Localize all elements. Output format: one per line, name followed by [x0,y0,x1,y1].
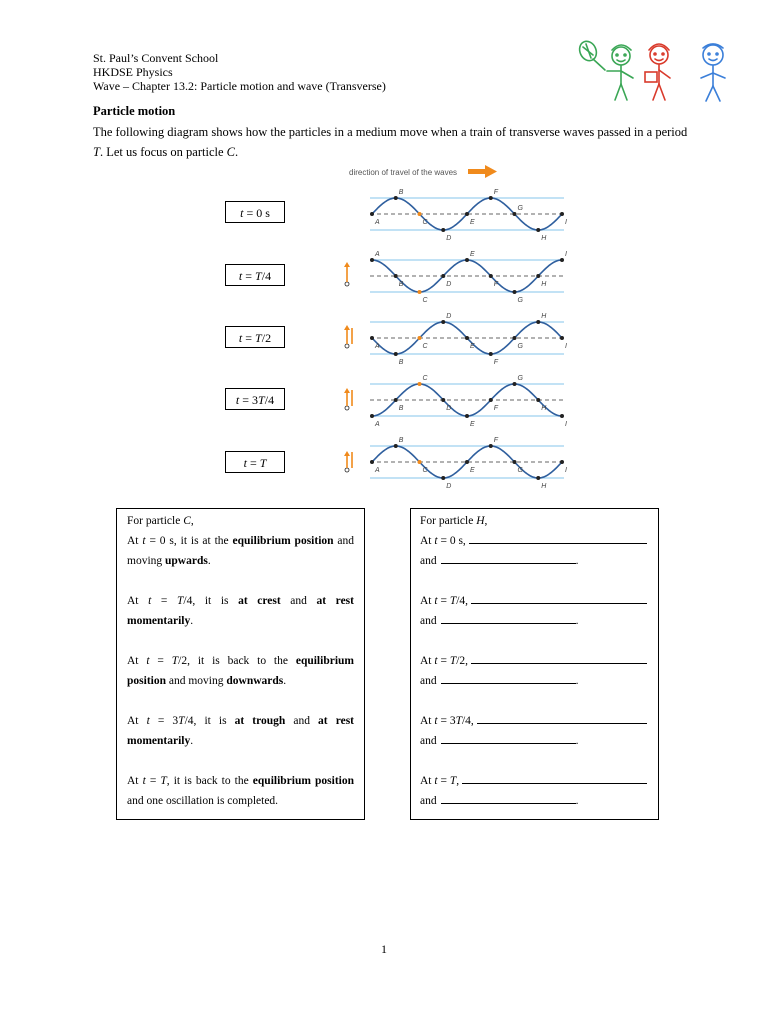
particle-dot-H [536,398,540,402]
box-h-title [420,511,649,531]
box-h-and-line [420,611,649,631]
particle-dot-C [418,382,422,386]
answer-blank[interactable] [441,611,576,624]
period-symbol: T [160,775,167,787]
answer-blank[interactable] [469,531,647,544]
particle-label-D: D [446,281,452,288]
period-symbol: T [255,331,262,345]
box-c-line [127,671,354,691]
text: . [575,615,579,627]
box-c-line: and one oscillation is completed. [127,795,279,807]
particle-dot-F [489,444,493,448]
particle-label-A: A [375,343,380,350]
particle-symbol: C [183,515,191,527]
answer-blank[interactable] [471,651,647,664]
time-symbol: t [238,269,243,283]
period-symbol: T [449,595,457,607]
text: /4, [456,595,471,607]
period-symbol: T [178,715,185,727]
text: At [420,715,435,727]
particle-dot-I [560,258,564,262]
particle-dot-G [513,336,517,340]
particle-label-C: C [422,343,428,350]
particle-label-B: B [398,189,404,196]
text: = 0 s, it is at the [145,535,233,547]
particle-dot-A [370,258,374,262]
period-symbol: T [171,655,179,667]
particle-dot-E [465,336,469,340]
school-name: St. Paul’s Convent School [93,51,219,65]
text: At [420,535,435,547]
text: and moving [166,675,227,687]
wave-diagram [335,160,585,490]
box-c-line [127,651,354,671]
text: . [575,675,579,687]
period-symbol: T [455,715,462,727]
particle-c-motion-icon [344,451,352,472]
particle-label-D: D [446,235,452,242]
text: = [437,595,450,607]
particle-dot-E [465,460,469,464]
time-symbol: t [148,595,152,607]
particle-label-E: E [470,219,475,226]
text: At [420,775,435,787]
box-h-and-line [420,731,649,751]
time-eq: = [242,269,256,283]
box-c-line [127,551,354,571]
answer-blank[interactable] [462,771,647,784]
text: /2, [456,655,471,667]
particle-symbol: H [476,515,485,527]
time-symbol: t [238,331,243,345]
text: /4, it is [183,595,239,607]
bold-text: momentarily [127,735,191,747]
answer-blank[interactable] [477,711,647,724]
particle-c-box [116,508,365,820]
text: /4, [461,715,477,727]
particle-dot-G [513,290,517,294]
text: = 3 [437,715,456,727]
box-c-line [127,771,354,791]
particle-dot-A [370,460,374,464]
text: At [420,595,435,607]
period-symbol: T [259,456,267,470]
particle-label-A: A [375,219,380,226]
particle-label-H: H [541,483,547,490]
box-h-time-line [420,591,649,611]
intro-particle-symbol: C [226,145,235,159]
time-box-three-quarter [225,388,285,410]
particle-dot-H [536,320,540,324]
particle-label-B: B [398,359,404,366]
particle-label-F: F [493,405,499,412]
time-symbol: t [146,715,150,727]
text: At [127,775,143,787]
intro-line-2 [93,142,693,162]
time-symbol: t [146,655,150,667]
particle-label-B: B [398,437,404,444]
bold-text: upwards [165,555,208,567]
particle-dot-H [536,274,540,278]
particle-label-B: B [398,281,404,288]
time-symbol: t [434,595,438,607]
time-symbol: t [434,655,438,667]
period-symbol: T [449,775,457,787]
particle-dot-D [441,274,445,278]
text: and [333,535,355,547]
bold-text: at rest [318,715,354,727]
text: = [437,775,450,787]
particle-dot-B [394,274,398,278]
particle-label-H: H [541,405,547,412]
text: . [207,555,211,567]
text: . [575,795,579,807]
text: At [127,655,147,667]
text: At [127,595,149,607]
particle-label-G: G [517,297,523,304]
particle-label-I: I [565,219,567,226]
particle-dot-F [489,398,493,402]
time-box-0 [225,201,285,223]
particle-label-F: F [493,437,499,444]
particle-dot-A [370,212,374,216]
text: = 3 [149,715,179,727]
text: and [420,795,437,807]
answer-blank[interactable] [441,791,576,804]
time-eq: = 3 [239,393,259,407]
particle-dot-C [418,212,422,216]
text: = [437,655,450,667]
text: and [420,735,437,747]
time-box-full [225,451,285,473]
particle-label-G: G [517,205,523,212]
particle-label-H: H [541,313,547,320]
time-symbol: t [235,393,240,407]
particle-label-D: D [446,313,452,320]
particle-label-A: A [375,467,380,474]
time-rest: /2 [261,331,272,345]
intro-text: . Let us focus on particle [99,145,227,159]
period-symbol: T [449,655,457,667]
box-h-and-line [420,671,649,691]
particle-label-E: E [470,343,475,350]
text: = [151,595,177,607]
particle-dot-G [513,212,517,216]
particle-dot-B [394,398,398,402]
particle-label-E: E [470,421,475,428]
particle-label-I: I [565,251,567,258]
particle-label-H: H [541,281,547,288]
direction-arrow [468,165,497,178]
particle-label-B: B [398,405,404,412]
box-c-line [127,531,354,551]
box-h-and-line [420,791,649,811]
text: = 0 s, [437,535,469,547]
document-header [93,51,386,93]
particle-label-F: F [493,281,499,288]
particle-label-G: G [517,467,523,474]
answer-blank[interactable] [471,591,647,604]
particle-dot-B [394,196,398,200]
particle-dot-D [441,228,445,232]
time-eq: = 0 s [243,206,270,220]
bold-text: equilibrium [295,655,354,667]
wave-snapshot-3 [344,375,567,428]
section-title: Particle motion [93,104,176,118]
particle-dot-C [418,460,422,464]
particle-dot-B [394,444,398,448]
particle-label-D: D [446,405,452,412]
particle-label-F: F [493,359,499,366]
particle-label-I: I [565,467,567,474]
intro-line-1: The following diagram shows how the particles in a medium move when a train of transverse waves passed in a period [93,125,688,139]
bold-text: momentarily [127,615,191,627]
bold-text: equilibrium position [252,775,354,787]
particle-label-G: G [517,375,523,382]
box-h-time-line [420,711,649,731]
time-symbol: t [243,456,247,470]
time-box-quarter [225,264,285,286]
particle-dot-C [418,336,422,340]
time-symbol: t [142,775,146,787]
text: . [190,615,194,627]
text: and [420,615,437,627]
text: /2, it is back to the [178,655,296,667]
particle-h-box [410,508,659,820]
particle-label-H: H [541,235,547,242]
bold-text: equilibrium position [232,535,334,547]
particle-label-C: C [422,467,428,474]
particle-dot-D [441,320,445,324]
particle-dot-F [489,352,493,356]
particle-dot-I [560,336,564,340]
bold-text: downwards [226,675,284,687]
box-h-and-line [420,551,649,571]
particle-dot-E [465,414,469,418]
wave-snapshot-1 [344,251,567,304]
text: and [420,675,437,687]
particle-dot-G [513,382,517,386]
particle-dot-E [465,212,469,216]
particle-dot-C [418,290,422,294]
box-h-time-line [420,771,649,791]
particle-dot-A [370,336,374,340]
particle-c-motion-icon [344,388,352,410]
particle-label-D: D [446,483,452,490]
time-rest: /4 [264,393,275,407]
bold-text: at crest [238,595,281,607]
particle-label-E: E [470,251,475,258]
wave-snapshot-4 [344,437,567,490]
direction-label: direction of travel of the waves [349,168,458,177]
time-symbol: t [434,535,438,547]
text: , [190,515,194,527]
text: and [280,595,317,607]
bold-text: at trough [234,715,286,727]
page-number: 1 [381,942,387,956]
box-c-title [127,511,354,531]
particle-c-motion-icon [344,325,352,348]
particle-dot-D [441,398,445,402]
text: moving [127,555,166,567]
particle-dot-E [465,258,469,262]
particle-label-C: C [422,375,428,382]
particle-label-A: A [375,251,380,258]
text: . [190,735,194,747]
text: . [575,735,579,747]
text: and [420,555,437,567]
box-c-line [127,731,354,751]
text: , [484,515,488,527]
particle-c-motion-icon [344,262,350,286]
particle-dot-G [513,460,517,464]
answer-blank[interactable] [441,731,576,744]
text: /4, it is [184,715,235,727]
time-symbol: t [434,775,438,787]
time-symbol: t [142,535,146,547]
text: , it is back to the [166,775,253,787]
time-rest: /4 [261,269,272,283]
wave-snapshot-0 [370,189,567,242]
particle-dot-A [370,414,374,418]
time-symbol: t [434,715,438,727]
box-c-line [127,611,354,631]
text: and [285,715,319,727]
text: = [145,775,161,787]
time-symbol: t [240,206,244,220]
particle-dot-H [536,228,540,232]
particle-dot-I [560,212,564,216]
text: , [456,775,462,787]
box-h-time-line [420,531,649,551]
particle-dot-B [394,352,398,356]
particle-label-F: F [493,189,499,196]
particle-dot-D [441,476,445,480]
answer-blank[interactable] [441,551,576,564]
text: At [420,655,435,667]
particle-dot-F [489,274,493,278]
particle-dot-I [560,414,564,418]
particle-label-C: C [422,219,428,226]
particle-label-A: A [375,421,380,428]
particle-dot-F [489,196,493,200]
particle-label-G: G [517,343,523,350]
particle-dot-H [536,476,540,480]
bold-text: position [127,675,166,687]
box-c-line [127,591,354,611]
box-h-time-line [420,651,649,671]
wave-snapshot-2 [344,313,567,366]
period-symbol: T [258,393,265,407]
answer-blank[interactable] [441,671,576,684]
period-symbol: T [177,595,184,607]
intro-end: . [235,145,239,159]
period-symbol: T [255,269,262,283]
time-box-half [225,326,285,348]
particle-dot-I [560,460,564,464]
particle-label-I: I [565,343,567,350]
text: At [127,715,147,727]
particle-label-E: E [470,467,475,474]
text: For particle [127,515,184,527]
time-eq: = [246,456,260,470]
text: . [283,675,287,687]
text: At [127,535,143,547]
cartoon-kids-logo [575,38,735,104]
intro-period-symbol: T [93,145,100,159]
subject-name: HKDSE Physics [93,65,173,79]
text: = [149,655,172,667]
bold-text: at rest [316,595,354,607]
intro-paragraph [93,122,693,162]
particle-label-I: I [565,421,567,428]
box-c-line [127,711,354,731]
chapter-title: Wave – Chapter 13.2: Particle motion and wave (Transverse) [93,79,386,93]
particle-label-C: C [422,297,428,304]
text: . [575,555,579,567]
time-eq: = [242,331,256,345]
text: For particle [420,515,477,527]
